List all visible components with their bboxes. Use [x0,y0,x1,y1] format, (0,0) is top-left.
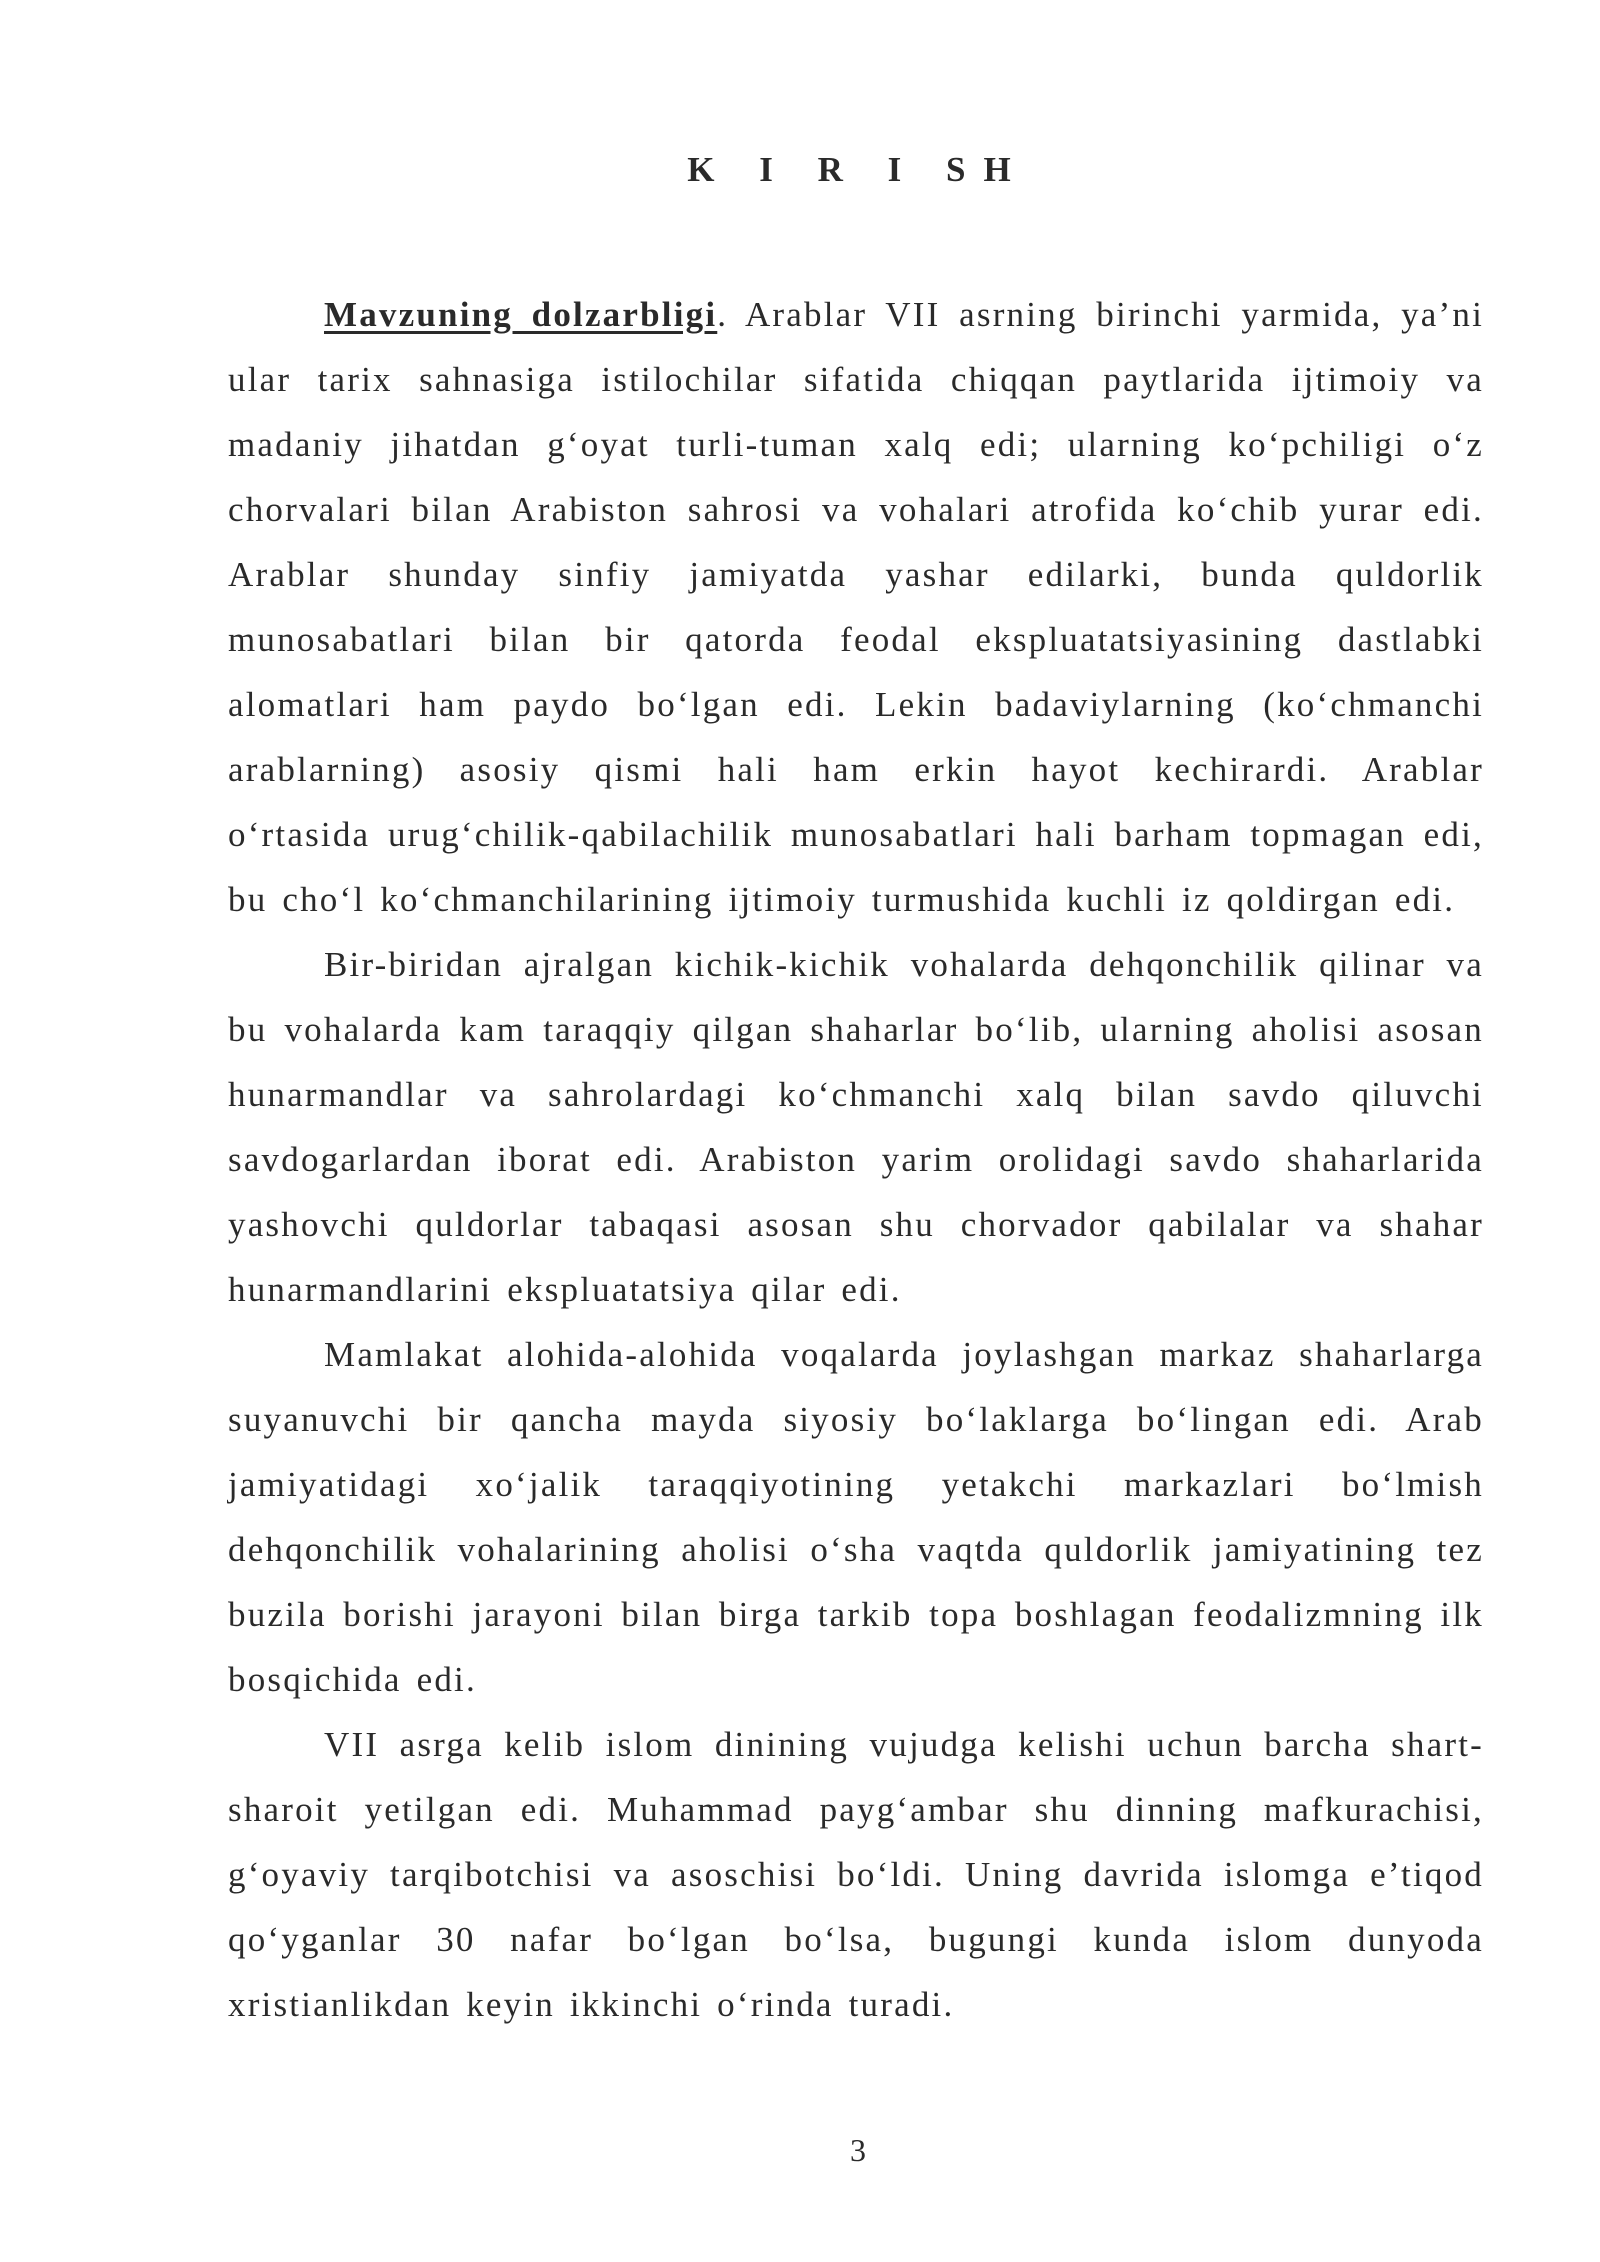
paragraph-intro [228,282,1484,932]
topic-relevance-label: Mavzuning dolzarbligi [324,295,718,334]
paragraph-intro-text: . Arablar VII asrning birinchi yarmida, ya’ni ular tarix sahnasiga istilochilar sifatida chiqqan paytlarida ijtimoiy va madaniy jihatdan g‘oyat turli-tuman xalq edi; ularning ko‘pchiligi o‘z chorvalari bilan Arabiston sahrosi va vohalari atrofida ko‘chib yurar edi. Arablar shunday sinfiy jamiyatda yashar edilarki, bunda quldorlik munosabatlari bilan bir qatorda feodal ekspluatatsiyasining dastlabki alomatlari ham paydo bo‘lgan edi. Lekin badaviylarning (ko‘chmanchi arablarning) asosiy qismi hali ham erkin hayot kechirardi. Arablar o‘rtasida urug‘chilik-qabilachilik munosabatlari hali barham topmagan edi, bu cho‘l ko‘chmanchilarining ijtimoiy turmushida kuchli iz qoldirgan edi. [228,295,1484,919]
paragraph-3: Mamlakat alohida-alohida voqalarda joylashgan markaz shaharlarga suyanuvchi bir qancha mayda siyosiy bo‘laklarga bo‘lingan edi. Arab jamiyatidagi xo‘jalik taraqqiyotining yetakchi markazlari bo‘lmish dehqonchilik vohalarining aholisi o‘sha vaqtda quldorlik jamiyatining tez buzila borishi jarayoni bilan birga tarkib topa boshlagan feodalizmning ilk bosqichida edi. [228,1335,1484,1699]
paragraph-2: Bir-biridan ajralgan kichik-kichik vohalarda dehqonchilik qilinar va bu vohalarda kam taraqqiy qilgan shaharlar bo‘lib, ularning aholisi asosan hunarmandlar va sahrolardagi ko‘chmanchi xalq bilan savdo qiluvchi savdogarlardan iborat edi. Arabiston yarim orolidagi savdo shaharlarida yashovchi quldorlar tabaqasi asosan shu chorvador qabilalar va shahar hunarmandlarini ekspluatatsiya qilar edi. [228,945,1484,1309]
paragraph-4: VII asrga kelib islom dinining vujudga kelishi uchun barcha shart-sharoit yetilgan edi. Muhammad payg‘ambar shu dinning mafkurachisi, g‘oyaviy tarqibotchisi va asoschisi bo‘ldi. Uning davrida islomga e’tiqod qo‘yganlar 30 nafar bo‘lgan bo‘lsa, bugungi kunda islom dunyoda xristianlikdan keyin ikkinchi o‘rinda turadi. [228,1725,1484,2024]
document-body [228,282,1484,2037]
page-number: 3 [850,2132,866,2168]
page-title: K I R I SH [687,150,1029,189]
